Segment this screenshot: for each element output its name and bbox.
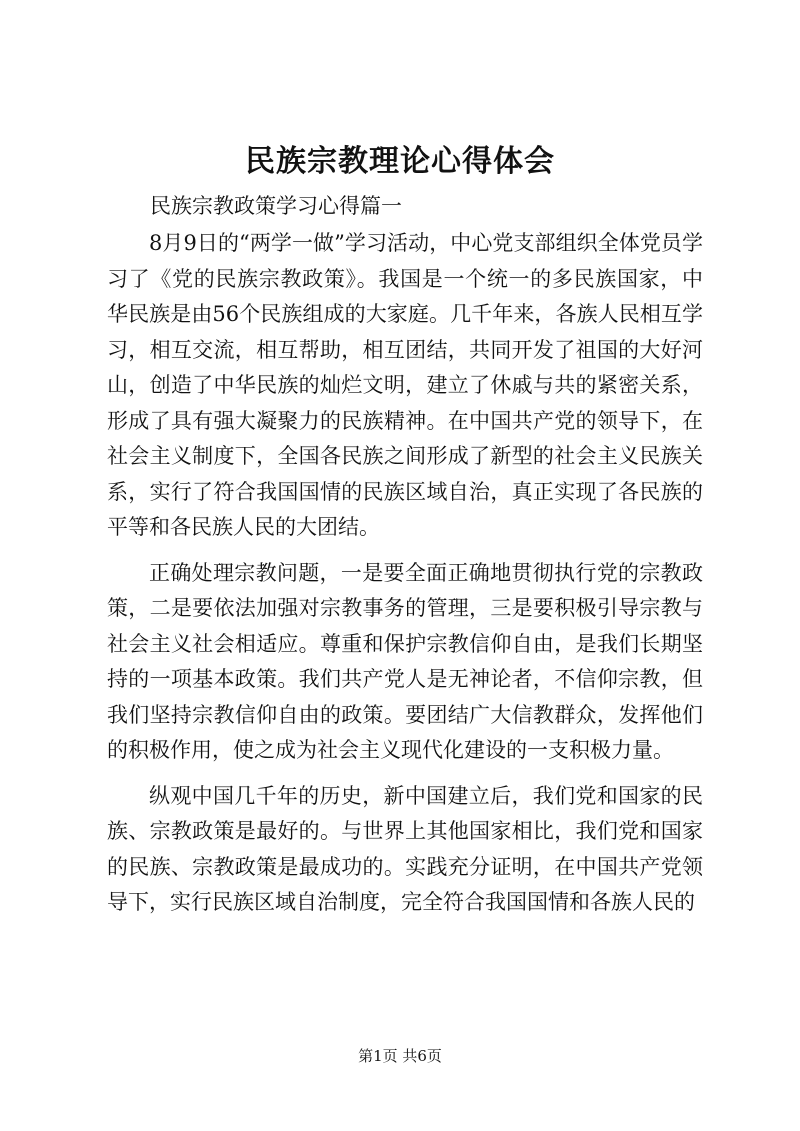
document-body: [107, 226, 703, 921]
paragraph-1: 8月9日的“两学一做”学习活动，中心党支部组织全体党员学习了《党的民族宗教政策》。我国是一个统一的多民族国家，中华民族是由56个民族组成的大家庭。几千年来，各族人民相互学习，相互交流，相互帮助，相互团结，共同开发了祖国的大好河山，创造了中华民族的灿烂文明，建立了休戚与共的紧密关系，形成了具有强大凝聚力的民族精神。在中国共产党的领导下，在社会主义制度下，全国各民族之间形成了新型的社会主义民族关系，实行了符合我国国情的民族区域自治，真正实现了各民族的平等和各民族人民的大团结。: [107, 231, 703, 539]
section-heading: 民族宗教政策学习心得篇一: [150, 194, 402, 218]
paragraph-3: 纵观中国几千年的历史，新中国建立后，我们党和国家的民族、宗教政策是最好的。与世界上其他国家相比，我们党和国家的民族、宗教政策是最成功的。实践充分证明，在中国共产党领导下，实行民族区域自治制度，完全符合我国国情和各族人民的: [107, 783, 703, 914]
document-title: 民族宗教理论心得体会: [245, 144, 555, 179]
paragraph-2: 正确处理宗教问题，一是要全面正确地贯彻执行党的宗教政策，二是要依法加强对宗教事务的管理，三是要积极引导宗教与社会主义社会相适应。尊重和保护宗教信仰自由，是我们长期坚持的一项基本政策。我们共产党人是无神论者，不信仰宗教，但我们坚持宗教信仰自由的政策。要团结广大信教群众，发挥他们的积极作用，使之成为社会主义现代化建设的一支积极力量。: [107, 560, 703, 762]
page-footer: 第1页 共6页: [358, 1047, 442, 1065]
